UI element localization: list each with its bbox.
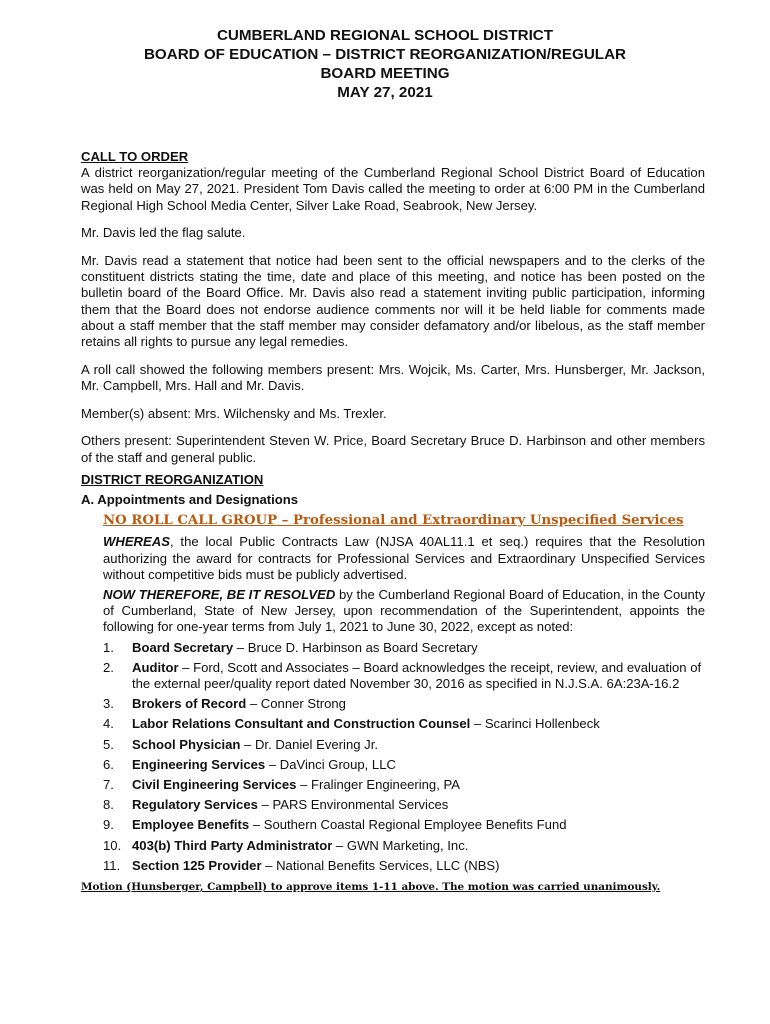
others-present-paragraph: Others present: Superintendent Steven W. Price, Board Secretary Bruce D. Harbinson and other members of the staff and general public. (81, 433, 705, 465)
resolved-paragraph (103, 587, 705, 636)
no-roll-call-group-title: NO ROLL CALL GROUP – Professional and Extraordinary Unspecified Services (103, 513, 684, 529)
document-title (0, 26, 770, 102)
resolved-text: by the Cumberland Regional Board of Education, in the County of Cumberland, State of New Jersey, upon recommendation of the Superintendent, appoints the following for one-year terms from July 1, 2021 to June 30, 2022, except as noted: (103, 586, 705, 635)
appointments-section (103, 513, 705, 874)
district-reorganization-heading: DISTRICT REORGANIZATION (81, 471, 264, 487)
call-to-order-paragraph: A district reorganization/regular meeting of the Cumberland Regional School District Board of Education was held on May 27, 2021. President Tom Davis called the meeting to order at 6:00 PM in the Cumberland Regional High School Media Center, Silver Lake Road, Seabrook, New Jersey. (81, 165, 705, 213)
members-absent-paragraph: Member(s) absent: Mrs. Wilchensky and Ms. Trexler. (81, 405, 387, 421)
list-item: 4. Labor Relations Consultant and Construction Counsel – Scarinci Hollenbeck (103, 716, 600, 732)
list-item: 8. Regulatory Services – PARS Environmental Services (103, 797, 449, 813)
list-item: 11. Section 125 Provider – National Benefits Services, LLC (NBS) (103, 857, 500, 873)
whereas-text: , the local Public Contracts Law (NJSA 40AL11.1 et seq.) requires that the Resolution authorizing the award for contracts for Professional Services and Extraordinary Unspecified Services without competitive bids must be publicly advertised. (103, 534, 705, 582)
resolved-label: NOW THEREFORE, BE IT RESOLVED (103, 586, 336, 602)
title-board: BOARD OF EDUCATION – DISTRICT REORGANIZATION/REGULAR (143, 46, 627, 63)
list-item: 6. Engineering Services – DaVinci Group, LLC (103, 756, 396, 772)
list-item: 5. School Physician – Dr. Daniel Evering Jr. (103, 736, 378, 752)
motion-statement: Motion (Hunsberger, Campbell) to approve items 1-11 above. The motion was carried unanimously. (81, 881, 661, 894)
roll-call-paragraph: A roll call showed the following members present: Mrs. Wojcik, Ms. Carter, Mrs. Hunsberger, Mr. Jackson, Mr. Campbell, Mrs. Hall and Mr. Davis. (81, 361, 705, 393)
list-item: 2. Auditor – Ford, Scott and Associates – Board acknowledges the receipt, review, and evaluation of the external peer/quality report dated November 30, 2016 as specified in N.J.S.A. 6A:23A-16.2 (103, 659, 702, 691)
whereas-paragraph (103, 534, 705, 583)
notice-statement-paragraph: Mr. Davis read a statement that notice had been sent to the official newspapers and to the clerks of the constituent districts stating the time, date and place of this meeting, and notice has been posted on the bulletin board of the Board Office. Mr. Davis also read a statement inviting public participation, informing them that the Board does not endorse audience comments nor will it be held liable for comments made about a staff member that the staff member may consider defamatory and/or libelous, as the staff member retains all rights to pursue any legal remedies. (81, 253, 705, 350)
call-to-order-heading: CALL TO ORDER (81, 149, 189, 164)
whereas-label: WHEREAS (103, 534, 170, 550)
list-item: 3. Brokers of Record – Conner Strong (103, 696, 346, 712)
title-meeting: BOARD MEETING (320, 65, 450, 82)
list-item: 1. Board Secretary – Bruce D. Harbinson as Board Secretary (103, 639, 478, 655)
document-body (81, 149, 705, 895)
flag-salute-paragraph: Mr. Davis led the flag salute. (81, 225, 246, 241)
title-district: CUMBERLAND REGIONAL SCHOOL DISTRICT (216, 27, 554, 44)
list-item: 9. Employee Benefits – Southern Coastal Regional Employee Benefits Fund (103, 817, 567, 833)
appointments-list (103, 640, 705, 874)
list-item: 7. Civil Engineering Services – Fralinger Engineering, PA (103, 777, 460, 792)
appointments-subheading: A. Appointments and Designations (81, 491, 299, 507)
list-item: 10. 403(b) Third Party Administrator – GWN Marketing, Inc. (103, 837, 469, 853)
title-date: MAY 27, 2021 (337, 84, 433, 101)
